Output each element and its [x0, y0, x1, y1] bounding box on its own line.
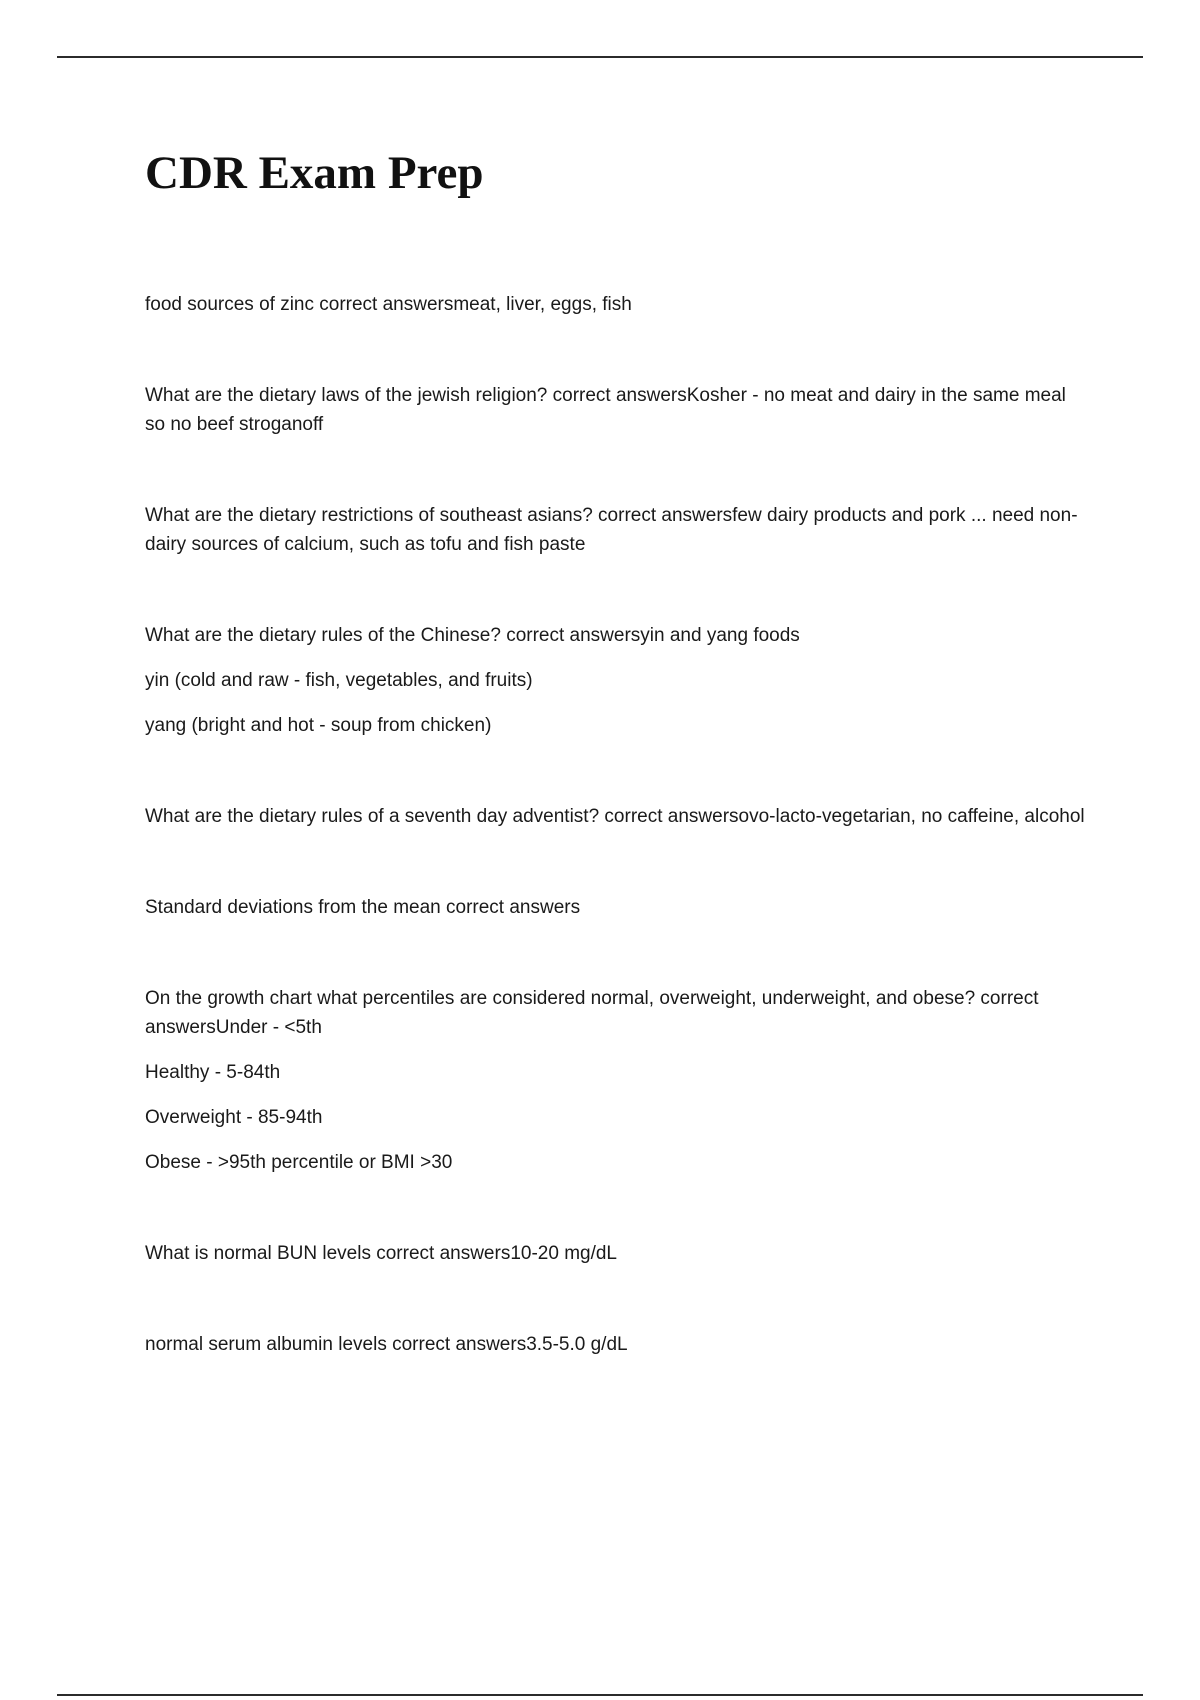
qa-entry: [145, 501, 1090, 559]
footer-divider: [57, 1694, 1143, 1696]
qa-entry: [145, 290, 1090, 319]
qa-answer-line: yang (bright and hot - soup from chicken): [145, 715, 492, 736]
qa-text: food sources of zinc correct answersmeat, liver, eggs, fish: [145, 294, 632, 315]
qa-entry: [145, 893, 1090, 922]
qa-text: What are the dietary restrictions of southeast asians? correct answersfew dairy products and pork ... need non-dairy sources of calcium, such as tofu and fish paste: [145, 505, 1078, 555]
qa-entry: [145, 1330, 1090, 1359]
qa-entry: [145, 802, 1090, 831]
qa-answer-line: yin (cold and raw - fish, vegetables, and fruits): [145, 670, 533, 691]
qa-text: What are the dietary rules of a seventh day adventist? correct answersovo-lacto-vegetarian, no caffeine, alcohol: [145, 806, 1085, 827]
page-title: CDR Exam Prep: [145, 147, 484, 199]
qa-entry: [145, 984, 1090, 1177]
header-divider: [57, 56, 1143, 58]
qa-entry: [145, 1239, 1090, 1268]
qa-answer-line: Obese - >95th percentile or BMI >30: [145, 1152, 453, 1173]
qa-text: normal serum albumin levels correct answers3.5-5.0 g/dL: [145, 1334, 628, 1355]
qa-answer-line: Overweight - 85-94th: [145, 1107, 323, 1128]
qa-entry: [145, 381, 1090, 439]
qa-text: What are the dietary laws of the jewish religion? correct answersKosher - no meat and dairy in the same meal so no beef stroganoff: [145, 385, 1066, 435]
qa-text: What is normal BUN levels correct answers10-20 mg/dL: [145, 1243, 618, 1264]
qa-text: What are the dietary rules of the Chinese? correct answersyin and yang foods: [145, 625, 800, 646]
qa-answer-line: Healthy - 5-84th: [145, 1062, 281, 1083]
qa-entry: [145, 621, 1090, 740]
qa-text: On the growth chart what percentiles are considered normal, overweight, underweight, and obese? correct answersUnder - <5th: [145, 988, 1039, 1038]
qa-list: [145, 290, 1090, 1421]
qa-text: Standard deviations from the mean correct answers: [145, 897, 581, 918]
